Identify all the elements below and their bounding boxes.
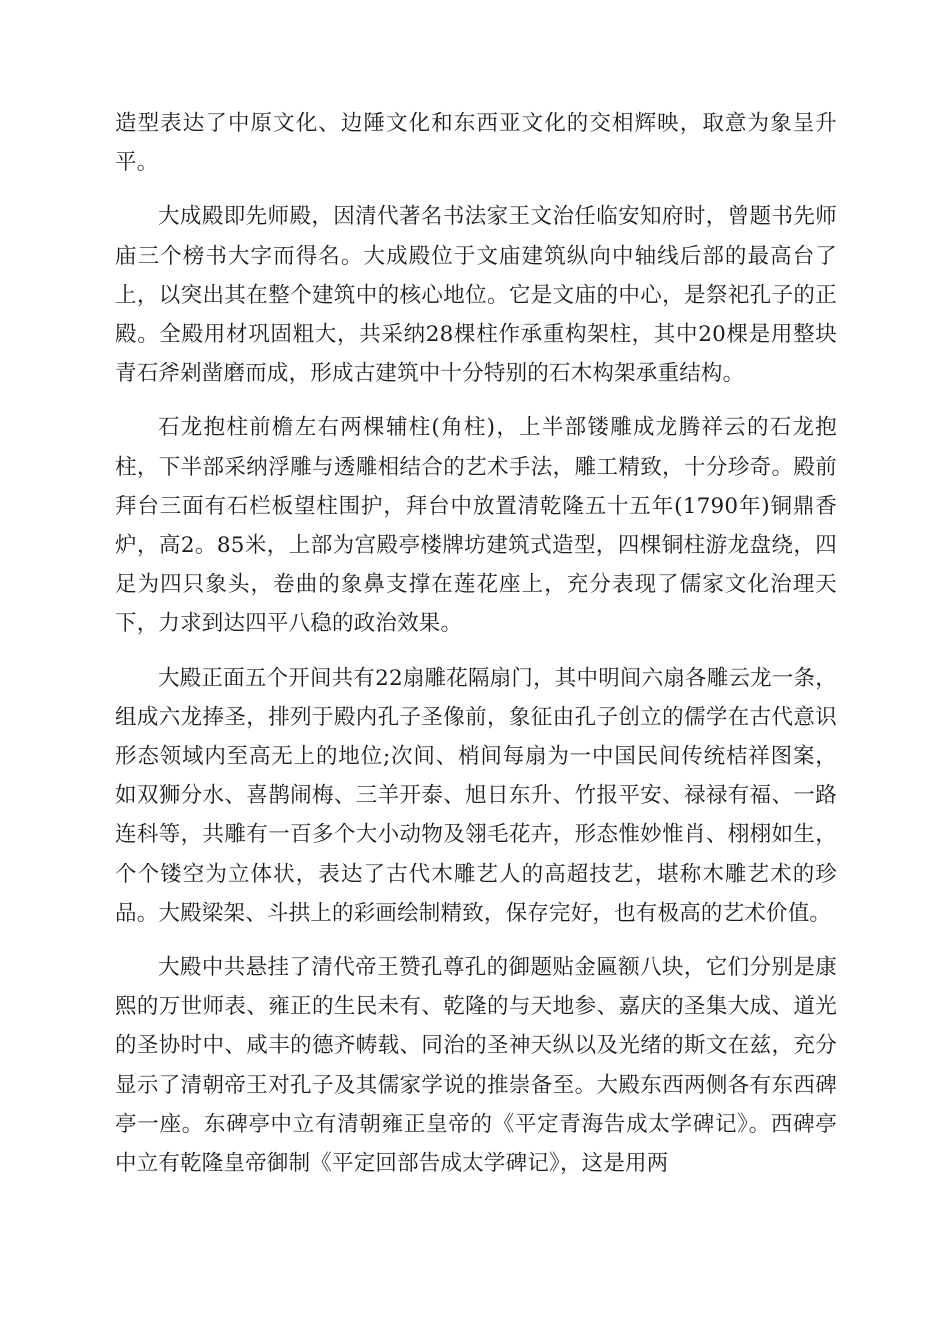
paragraph-carved-doors: 大殿正面五个开间共有22扇雕花隔扇门，其中明间六扇各雕云龙一条，组成六龙捧圣，排列于殿内孔子圣像前，象征由孔子创立的儒学在古代意识形态领域内至高无上的地位;次间、梢间每扇为一中国民间传统桔祥图案，如双狮分水、喜鹊闹梅、三羊开泰、旭日东升、竹报平安、禄禄有福、一路连科等，共雕有一百多个大小动物及翎毛花卉，形态惟妙惟肖、栩栩如生，个个镂空为立体状，表达了古代木雕艺人的高超技艺，堪称木雕艺术的珍品。大殿梁架、斗拱上的彩画绘制精致，保存完好，也有极高的艺术价值。 [115,665,837,926]
paragraph-continuation: 造型表达了中原文化、边陲文化和东西亚文化的交相辉映，取意为象呈升平。 [115,111,837,176]
paragraph-stone-dragon-pillars: 石龙抱柱前檐左右两棵辅柱(角柱)，上半部镂雕成龙腾祥云的石龙抱柱，下半部采纳浮雕与透雕相结合的艺术手法，雕工精致，十分珍奇。殿前拜台三面有石栏板望柱围护，拜台中放置清乾隆五十五年(1790年)铜鼎香炉，高2。85米，上部为宫殿亭楼牌坊建筑式造型，四棵铜柱游龙盘绕，四足为四只象头，卷曲的象鼻支撑在莲花座上，充分表现了儒家文化治理天下，力求到达四平八稳的政治效果。 [115,415,837,637]
paragraph-imperial-plaques: 大殿中共悬挂了清代帝王赞孔尊孔的御题贴金匾额八块，它们分别是康熙的万世师表、雍正的生民未有、乾隆的与天地参、嘉庆的圣集大成、道光的圣协时中、咸丰的德齐帱载、同治的圣神天纵以及光绪的斯文在兹，充分显示了清朝帝王对孔子及其儒家学说的推崇备至。大殿东西两侧各有东西碑亭一座。东碑亭中立有清朝雍正皇帝的《平定青海告成太学碑记》。西碑亭中立有乾隆皇帝御制《平定回部告成太学碑记》，这是用两 [115,955,837,1177]
paragraph-dacheng-hall: 大成殿即先师殿，因清代著名书法家王文治任临安知府时，曾题书先师庙三个榜书大字而得名。大成殿位于文庙建筑纵向中轴线后部的最高台了上，以突出其在整个建筑中的核心地位。它是文庙的中心，是祭祀孔子的正殿。全殿用材巩固粗大，共采纳28棵柱作承重构架柱，其中20棵是用整块青石斧剁凿磨而成，形成古建筑中十分特别的石木构架承重结构。 [115,204,837,387]
document-body [115,104,837,1198]
